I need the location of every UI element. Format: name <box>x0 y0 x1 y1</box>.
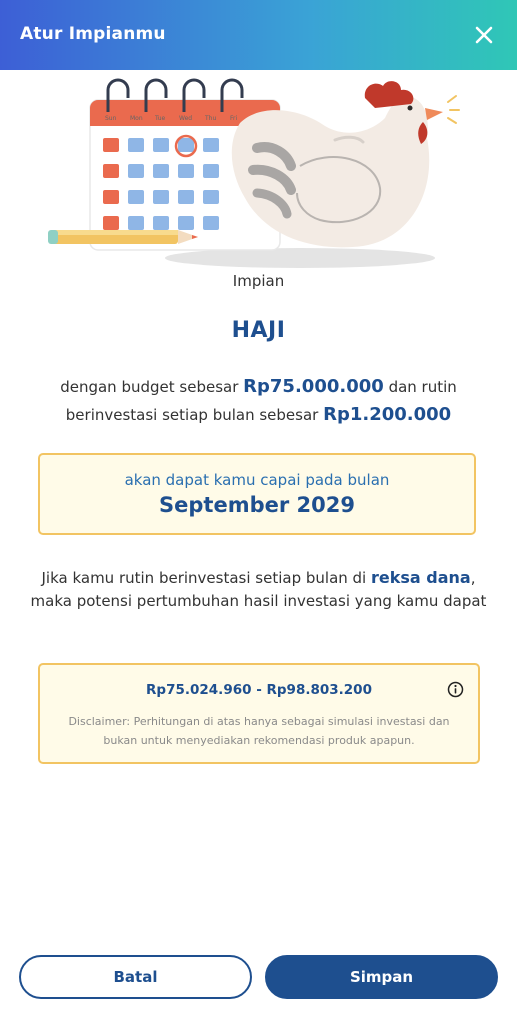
budget-summary <box>40 373 477 429</box>
budget-amount: Rp75.000.000 <box>243 376 384 397</box>
calendar-day-label: Tue <box>155 115 166 122</box>
achievement-box <box>38 453 476 535</box>
info-button[interactable] <box>447 681 464 698</box>
calendar-day-label: Fri <box>230 115 238 122</box>
calendar-day-label: Sun <box>105 115 117 122</box>
goal-caption: Impian <box>232 272 285 290</box>
page-title: Atur Impianmu <box>20 24 166 44</box>
cancel-button[interactable]: Batal <box>19 955 252 999</box>
calendar-day-label: Thu <box>205 115 217 122</box>
goal-name: HAJI <box>231 318 286 343</box>
budget-middle: dan rutin berinvestasi setiap bulan sebesar <box>65 378 457 424</box>
budget-prefix: dengan budget sebesar <box>60 378 239 396</box>
dream-illustration <box>45 78 475 273</box>
save-button[interactable]: Simpan <box>265 955 498 999</box>
calendar-day-label: Mon <box>130 115 143 122</box>
info-icon <box>447 681 464 698</box>
achievement-date: September 2029 <box>159 493 355 517</box>
close-button[interactable] <box>471 22 497 48</box>
result-box <box>38 663 480 764</box>
header-bar <box>0 0 517 70</box>
product-name: reksa dana <box>371 568 471 587</box>
monthly-investment-amount: Rp1.200.000 <box>323 404 452 425</box>
pencil-icon <box>48 230 198 244</box>
calendar-day-label: Wed <box>179 115 193 122</box>
achievement-label: akan dapat kamu capai pada bulan <box>124 471 390 489</box>
potential-suffix: , maka potensi pertumbuhan hasil investasi yang kamu dapat <box>30 569 487 610</box>
potential-growth-text <box>30 566 487 613</box>
potential-prefix: Jika kamu rutin berinvestasi setiap bulan di <box>41 569 367 587</box>
disclaimer-text: Disclaimer: Perhitungan di atas hanya sebagai simulasi investasi dan bukan untuk menyediakan rekomendasi produk apapun. <box>68 715 450 747</box>
result-range: Rp75.024.960 - Rp98.803.200 <box>146 682 372 698</box>
close-icon <box>471 22 497 48</box>
